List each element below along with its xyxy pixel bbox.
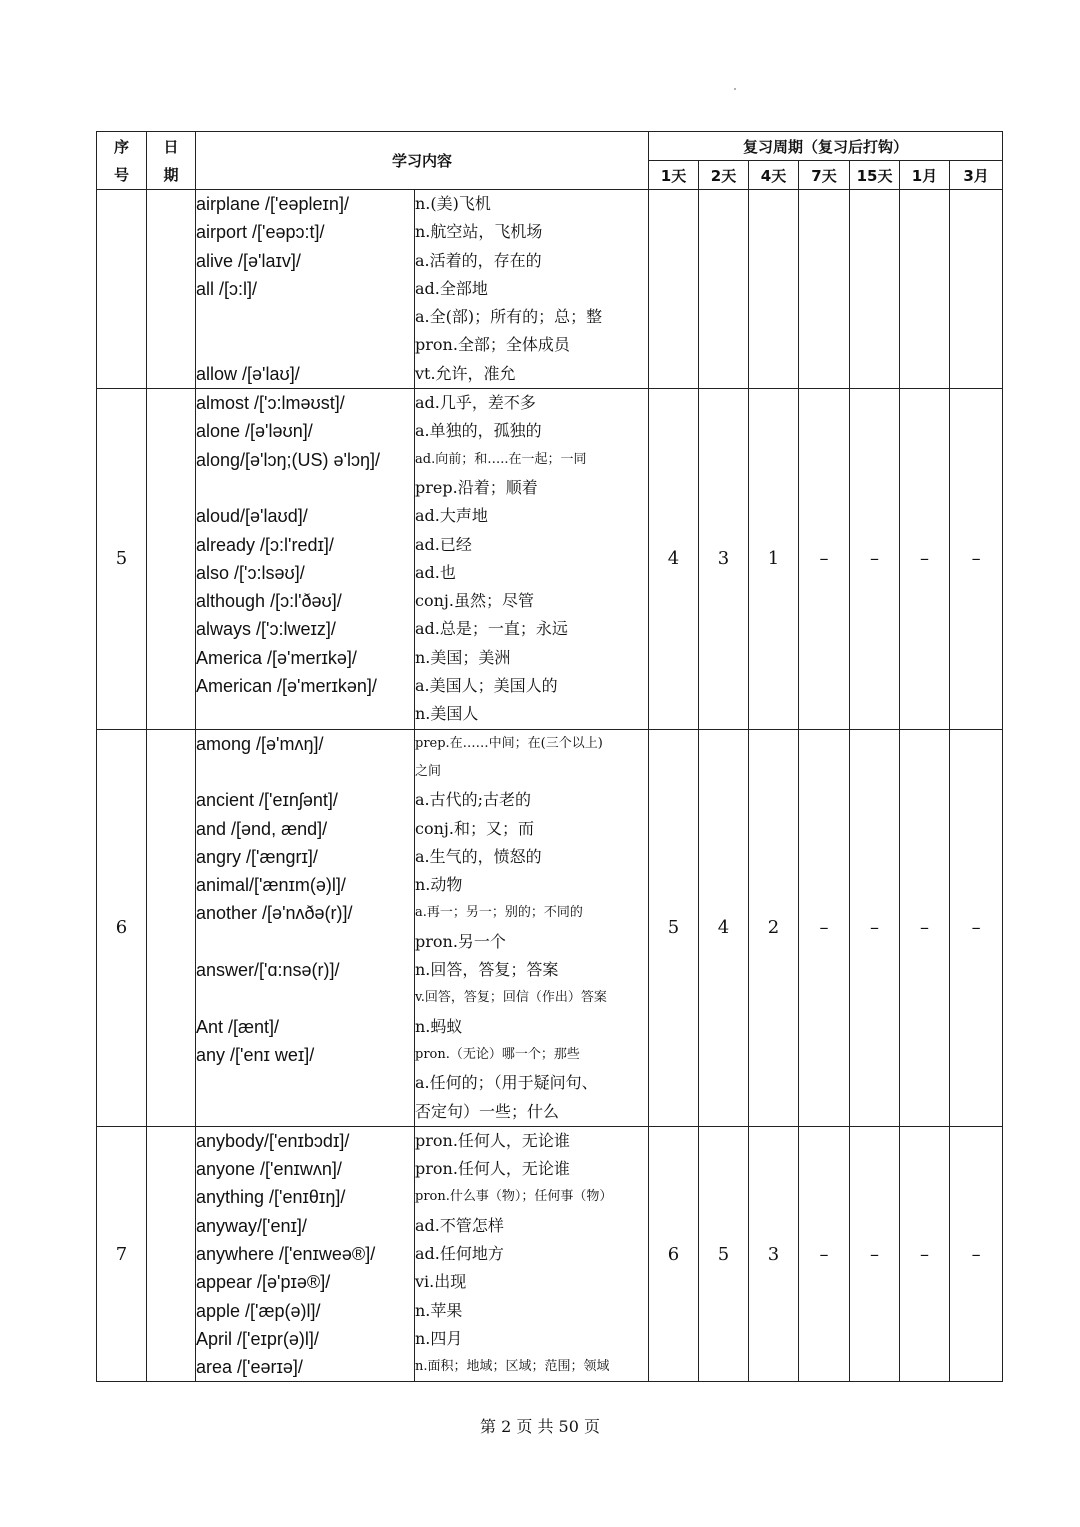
review-check-cell: 5	[699, 1126, 749, 1382]
date-cell	[147, 729, 196, 1126]
review-check-cell	[950, 190, 1003, 389]
word-entry: alone /[ə'ləʊn]/	[196, 421, 313, 442]
word-entry: America /[ə'merɪkə]/	[196, 647, 357, 668]
definition-entry: n.回答，答复；答案	[415, 960, 559, 980]
review-check-cell: –	[900, 389, 950, 730]
word-entry: although /[ɔ:l'ðəʊ]/	[196, 591, 342, 612]
header-seq	[97, 132, 147, 190]
word-entry: and /[ənd, ænd]/	[196, 818, 328, 839]
definition-entry: ad.向前；和…..在一起；一同	[415, 451, 587, 467]
review-check-cell: 3	[699, 389, 749, 730]
word-entry	[196, 474, 414, 502]
word-entry: animal/['ænɪm(ə)l]/	[196, 875, 346, 896]
definition-entry: ad.已经	[415, 534, 472, 554]
header-interval: 1天	[649, 161, 699, 190]
word-entry: always /['ɔ:lweɪz]/	[196, 619, 336, 640]
definition-entry: a.单独的，孤独的	[415, 421, 542, 441]
definition-entry: n.航空站，飞机场	[415, 222, 543, 242]
word-entry: anyone /['enɪwʌn]/	[196, 1159, 342, 1180]
word-entry: any /['enɪ weɪ]/	[196, 1044, 315, 1065]
word-entry: anybody/['enɪbɔdɪ]/	[196, 1130, 350, 1151]
words-cell	[196, 1126, 415, 1382]
review-check-cell: –	[950, 389, 1003, 730]
definition-entry: ad.大声地	[415, 506, 488, 526]
review-check-cell: –	[850, 1126, 900, 1382]
table-row	[97, 729, 1003, 1126]
word-entry: among /[ə'mʌŋ]/	[196, 733, 324, 754]
table-body	[97, 190, 1003, 1382]
review-check-cell: –	[799, 389, 850, 730]
header-interval: 2天	[699, 161, 749, 190]
word-entry: another /[ə'nʌðə(r)]/	[196, 903, 353, 924]
definitions-cell	[415, 389, 649, 730]
words-cell	[196, 389, 415, 730]
definition-entry: pron.（无论）哪一个；那些	[415, 1046, 580, 1062]
word-entry	[196, 1069, 414, 1097]
review-check-cell: 2	[749, 729, 799, 1126]
definitions-cell	[415, 729, 649, 1126]
word-entry	[196, 984, 414, 1012]
word-entry: answer/['ɑ:nsə(r)]/	[196, 960, 340, 981]
header-interval: 4天	[749, 161, 799, 190]
word-entry	[196, 303, 414, 331]
definition-entry: n.面积；地域；区域；范围；领域	[415, 1359, 610, 1375]
word-entry: anyway/['enɪ]/	[196, 1215, 307, 1236]
review-check-cell	[799, 190, 850, 389]
review-check-cell: –	[950, 729, 1003, 1126]
table-row	[97, 389, 1003, 730]
definition-entry: 否定句）一些；什么	[415, 1101, 560, 1121]
seq-cell: 7	[97, 1126, 147, 1382]
table-row	[97, 1126, 1003, 1382]
header-review: 复习周期（复习后打钩）	[649, 132, 1003, 161]
word-entry: airplane /['eəpleɪn]/	[196, 194, 349, 214]
definition-entry: n.美国人	[415, 704, 479, 724]
definition-entry: pron.全部；全体成员	[415, 335, 570, 355]
header-interval: 1月	[900, 161, 950, 190]
definition-entry: ad.也	[415, 562, 456, 582]
word-entry	[196, 331, 414, 359]
definition-entry: ad.任何地方	[415, 1243, 504, 1263]
definition-entry: ad.不管怎样	[415, 1215, 504, 1235]
definition-entry: ad.全部地	[415, 278, 488, 298]
review-check-cell: –	[950, 1126, 1003, 1382]
header-date-text: 日 期	[163, 137, 179, 184]
table-row	[97, 190, 1003, 389]
seq-cell: 6	[97, 729, 147, 1126]
definition-entry: n.四月	[415, 1328, 463, 1348]
word-entry: almost /['ɔ:lməʊst]/	[196, 393, 345, 414]
definition-entry: conj.虽然；尽管	[415, 591, 534, 611]
definition-entry: n.美国；美洲	[415, 647, 511, 667]
word-entry: also /['ɔ:lsəʊ]/	[196, 562, 305, 583]
review-check-cell: –	[799, 729, 850, 1126]
definition-entry: n.苹果	[415, 1300, 463, 1320]
review-check-cell	[900, 190, 950, 389]
word-entry	[196, 928, 414, 956]
word-entry: apple /['æp(ə)l]/	[196, 1300, 321, 1321]
word-entry: ancient /['eɪnʃənt]/	[196, 790, 338, 811]
definition-entry: 之间	[415, 763, 442, 779]
review-check-cell: 4	[649, 389, 699, 730]
word-entry: appear /[ə'pɪə®]/	[196, 1272, 331, 1293]
word-entry: alive /[ə'laɪv]/	[196, 250, 301, 271]
date-cell	[147, 1126, 196, 1382]
review-check-cell: –	[900, 1126, 950, 1382]
review-check-cell: –	[850, 389, 900, 730]
definition-entry: a.再一；另一；别的；不同的	[415, 905, 583, 921]
definition-entry: vi.出现	[415, 1272, 467, 1292]
review-check-cell	[649, 190, 699, 389]
definition-entry: a.古代的;古老的	[415, 790, 532, 810]
header-date	[147, 132, 196, 190]
review-check-cell	[749, 190, 799, 389]
review-check-cell: 5	[649, 729, 699, 1126]
word-entry: Ant /[ænt]/	[196, 1016, 280, 1037]
review-check-cell	[850, 190, 900, 389]
definition-entry: n.蚂蚁	[415, 1016, 463, 1036]
header-interval: 15天	[850, 161, 900, 190]
words-cell	[196, 190, 415, 389]
date-cell	[147, 389, 196, 730]
review-table	[96, 131, 1003, 1382]
review-check-cell: 3	[749, 1126, 799, 1382]
review-check-cell: 6	[649, 1126, 699, 1382]
word-entry	[196, 758, 414, 786]
definitions-cell	[415, 190, 649, 389]
page-footer: 第 2 页 共 50 页	[480, 1417, 600, 1436]
word-entry: airport /['eəpɔ:t]/	[196, 222, 325, 243]
definition-entry: pron.什么事（物）；任何事（物）	[415, 1189, 613, 1205]
definition-entry: vt.允许，准允	[415, 363, 516, 383]
header-content: 学习内容	[196, 132, 649, 190]
review-check-cell: 1	[749, 389, 799, 730]
review-check-cell: –	[799, 1126, 850, 1382]
date-cell	[147, 190, 196, 389]
review-check-cell	[699, 190, 749, 389]
review-check-cell: –	[900, 729, 950, 1126]
definition-entry: a.美国人；美国人的	[415, 676, 558, 696]
words-cell	[196, 729, 415, 1126]
definition-entry: n.(美)飞机	[415, 194, 491, 213]
word-entry: allow /[ə'laʊ]/	[196, 363, 300, 384]
seq-cell: 5	[97, 389, 147, 730]
word-entry: American /[ə'merɪkən]/	[196, 676, 377, 697]
word-entry	[196, 700, 414, 728]
definition-entry: ad.总是；一直；永远	[415, 619, 568, 639]
definition-entry: conj.和；又；而	[415, 818, 534, 838]
word-entry: all /[ɔ:l]/	[196, 278, 258, 299]
definition-entry: a.生气的，愤怒的	[415, 846, 542, 866]
word-entry: anything /['enɪθɪŋ]/	[196, 1187, 346, 1208]
word-entry: along/[ə'lɔŋ;(US) ə'lɔŋ]/	[196, 449, 380, 470]
definition-entry: v.回答，答复；回信（作出）答案	[415, 990, 607, 1006]
definition-entry: prep.沿着；顺着	[415, 477, 538, 497]
definition-entry: a.全(部)；所有的；总；整	[415, 307, 603, 327]
review-check-cell: 4	[699, 729, 749, 1126]
definition-entry: a.活着的，存在的	[415, 250, 542, 270]
word-entry: angry /['ængrɪ]/	[196, 846, 318, 867]
definition-entry: prep.在……中间；在(三个以上)	[415, 735, 603, 751]
definition-entry: n.动物	[415, 875, 463, 895]
word-entry: already /[ɔ:l'redɪ]/	[196, 534, 334, 555]
word-entry: aloud/[ə'laʊd]/	[196, 506, 308, 527]
word-entry: area /['eərɪə]/	[196, 1357, 303, 1378]
review-check-cell: –	[850, 729, 900, 1126]
header-interval: 3月	[950, 161, 1003, 190]
word-entry: anywhere /['enɪweə®]/	[196, 1243, 376, 1264]
seq-cell	[97, 190, 147, 389]
definition-entry: pron.任何人，无论谁	[415, 1159, 570, 1179]
header-interval: 7天	[799, 161, 850, 190]
scan-dot	[734, 88, 736, 90]
definitions-cell	[415, 1126, 649, 1382]
definition-entry: pron.任何人，无论谁	[415, 1130, 570, 1150]
definition-entry: a.任何的；（用于疑问句、	[415, 1073, 598, 1093]
definition-entry: ad.几乎，差不多	[415, 393, 536, 413]
header-seq-text: 序 号	[113, 137, 129, 184]
word-entry	[196, 1098, 414, 1126]
definition-entry: pron.另一个	[415, 931, 506, 951]
word-entry: April /['eɪpr(ə)l]/	[196, 1328, 319, 1349]
